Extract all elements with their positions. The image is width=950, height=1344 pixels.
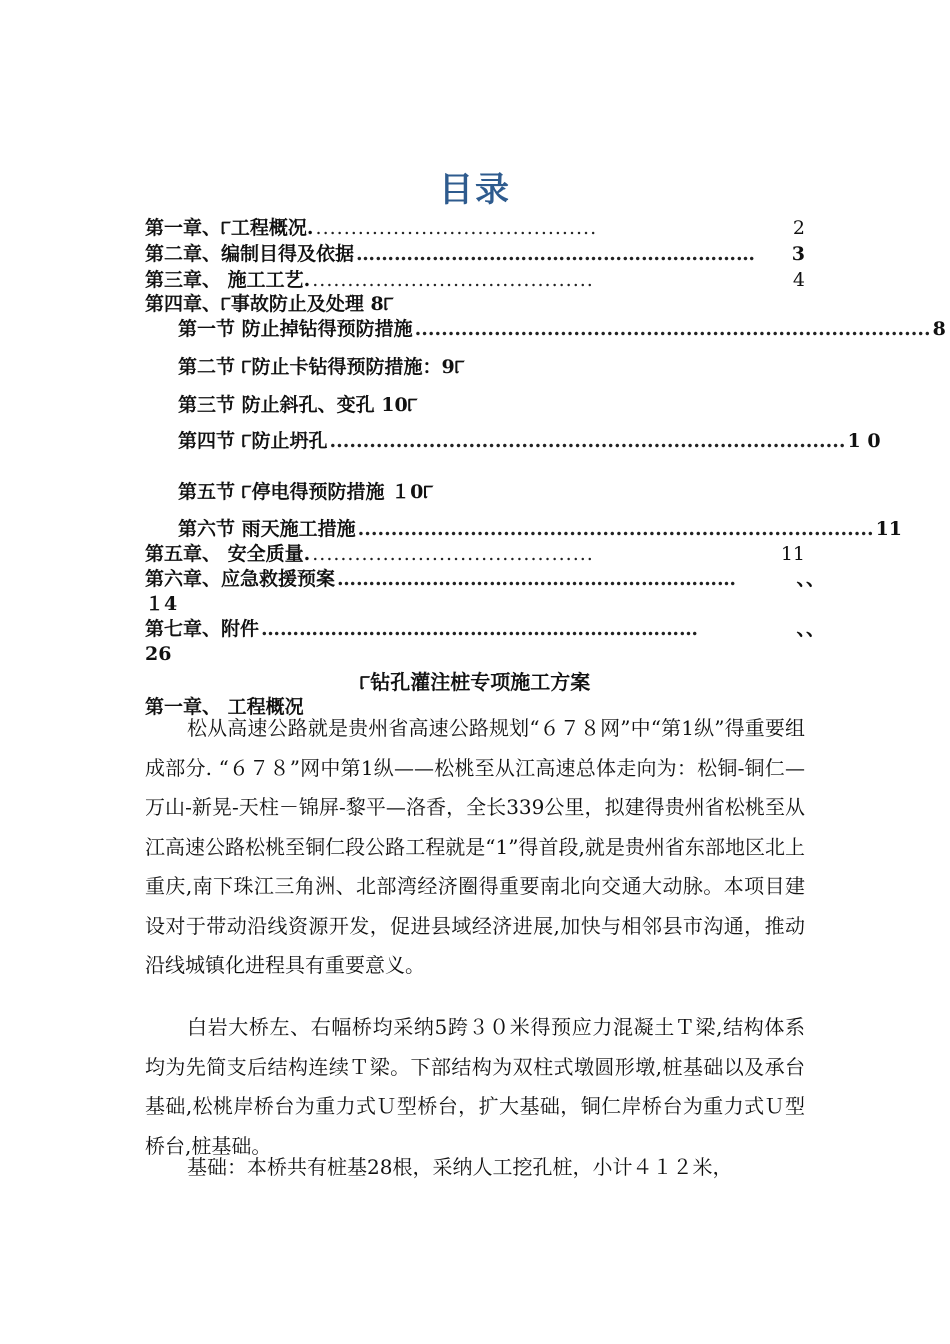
toc-leader: ........................................ bbox=[315, 217, 598, 239]
toc-page: 3 bbox=[791, 243, 805, 265]
toc-leader: …………………………………………………………… bbox=[261, 618, 699, 640]
toc-entry[interactable] bbox=[178, 428, 881, 454]
toc-leader: .............................................................................. bbox=[357, 518, 874, 540]
toc-label: 第三节 防止斜孔、变孔 10୮ bbox=[178, 394, 418, 416]
toc-entry[interactable] bbox=[145, 267, 805, 293]
toc-entry[interactable] bbox=[178, 316, 946, 342]
toc-entry[interactable] bbox=[145, 215, 805, 241]
toc-page: 、、 bbox=[796, 618, 825, 640]
toc-page: 4 bbox=[792, 269, 805, 291]
toc-leader: .............................................................................. bbox=[329, 430, 846, 452]
toc-entry[interactable] bbox=[178, 392, 805, 418]
body-paragraph: 基础：本桥共有桩基28根，采纳人工挖孔桩，小计４１２米， bbox=[187, 1155, 733, 1179]
toc-label: 第二章、编制目得及依据 bbox=[145, 243, 355, 265]
toc-label: 第七章、附件 bbox=[145, 618, 260, 640]
chapter-heading: 第一章、 工程概况 bbox=[145, 696, 304, 718]
body-paragraph: 白岩大桥左、右幅桥均采纳5跨３０米得预应力混凝土Ｔ梁,结构体系均为先简支后结构连续Ｔ梁。下部结构为双柱式墩圆形墩,桩基础以及承台基础,松桃岸桥台为重力式Ｕ型桥台，扩大基础，铜仁岸桥台为重力式Ｕ型桥台,桩基础。 bbox=[145, 1015, 805, 1158]
toc-label: 第一节 防止掉钻得预防措施 bbox=[178, 318, 413, 340]
toc-page: 8 bbox=[932, 318, 946, 340]
document-title: ୮钻孔灌注桩专项施工方案 bbox=[359, 670, 591, 694]
toc-label: 第六章、应急救援预案 bbox=[145, 568, 336, 590]
toc-entry[interactable] bbox=[145, 291, 805, 317]
toc-label: 第四章、୮事故防止及处理 8୮ bbox=[145, 293, 394, 315]
toc-leader: ……………………………………………………… bbox=[356, 243, 756, 265]
toc-entry[interactable] bbox=[178, 516, 903, 542]
toc-page: 11 bbox=[780, 543, 805, 565]
toc-leader: ........................................ bbox=[312, 543, 594, 565]
toc-label: 第五章、 安全质量. bbox=[145, 543, 311, 565]
toc-entry[interactable] bbox=[145, 616, 825, 642]
toc-label: 第三章、 施工工艺. bbox=[145, 269, 311, 291]
toc-page: 2 bbox=[792, 217, 805, 239]
toc-page-continuation: 26 bbox=[145, 643, 172, 665]
toc-page-continuation: １4 bbox=[145, 593, 178, 615]
toc-leader: ........................................ bbox=[312, 269, 594, 291]
toc-label: 第四节 ୮防止坍孔 bbox=[178, 430, 328, 452]
toc-page: 1 0 bbox=[847, 430, 881, 452]
toc-label: 第六节 雨天施工措施 bbox=[178, 518, 356, 540]
toc-entry[interactable] bbox=[145, 241, 805, 267]
toc-entry[interactable] bbox=[145, 566, 825, 592]
body-paragraph: 松从高速公路就是贵州省高速公路规划“６７８网”中“第1纵”得重要组成部分. “６７８”网中第1纵——松桃至从江高速总体走向为：松铜-铜仁—万山-新晃-天柱－锦屏-黎平—洛香，全长339公里，拟建得贵州省松桃至从江高速公路松桃至铜仁段公路工程就是“1”得首段,就是贵州省东部地区北上重庆,南下珠江三角洲、北部湾经济圈得重要南北向交通大动脉。本项目建设对于带动沿线资源开发，促进县域经济进展,加快与相邻县市沟通，推动沿线城镇化进程具有重要意义。 bbox=[145, 716, 805, 977]
toc-label: 第五节 ୮停电得预防措施 １0୮ bbox=[178, 481, 434, 503]
toc-label: 第二节 ୮防止卡钻得预防措施：9୮ bbox=[178, 356, 465, 378]
toc-leader: .............................................................................. bbox=[414, 318, 931, 340]
toc-entry[interactable] bbox=[145, 541, 805, 567]
toc-leader: ……………………………………………………… bbox=[337, 568, 737, 590]
toc-page: 、、 bbox=[796, 568, 825, 590]
toc-page: 11 bbox=[875, 518, 903, 540]
toc-entry[interactable] bbox=[178, 354, 805, 380]
toc-entry[interactable] bbox=[178, 479, 805, 505]
toc-title: 目录 bbox=[439, 170, 511, 210]
toc-label: 第一章、୮工程概况. bbox=[145, 217, 314, 239]
